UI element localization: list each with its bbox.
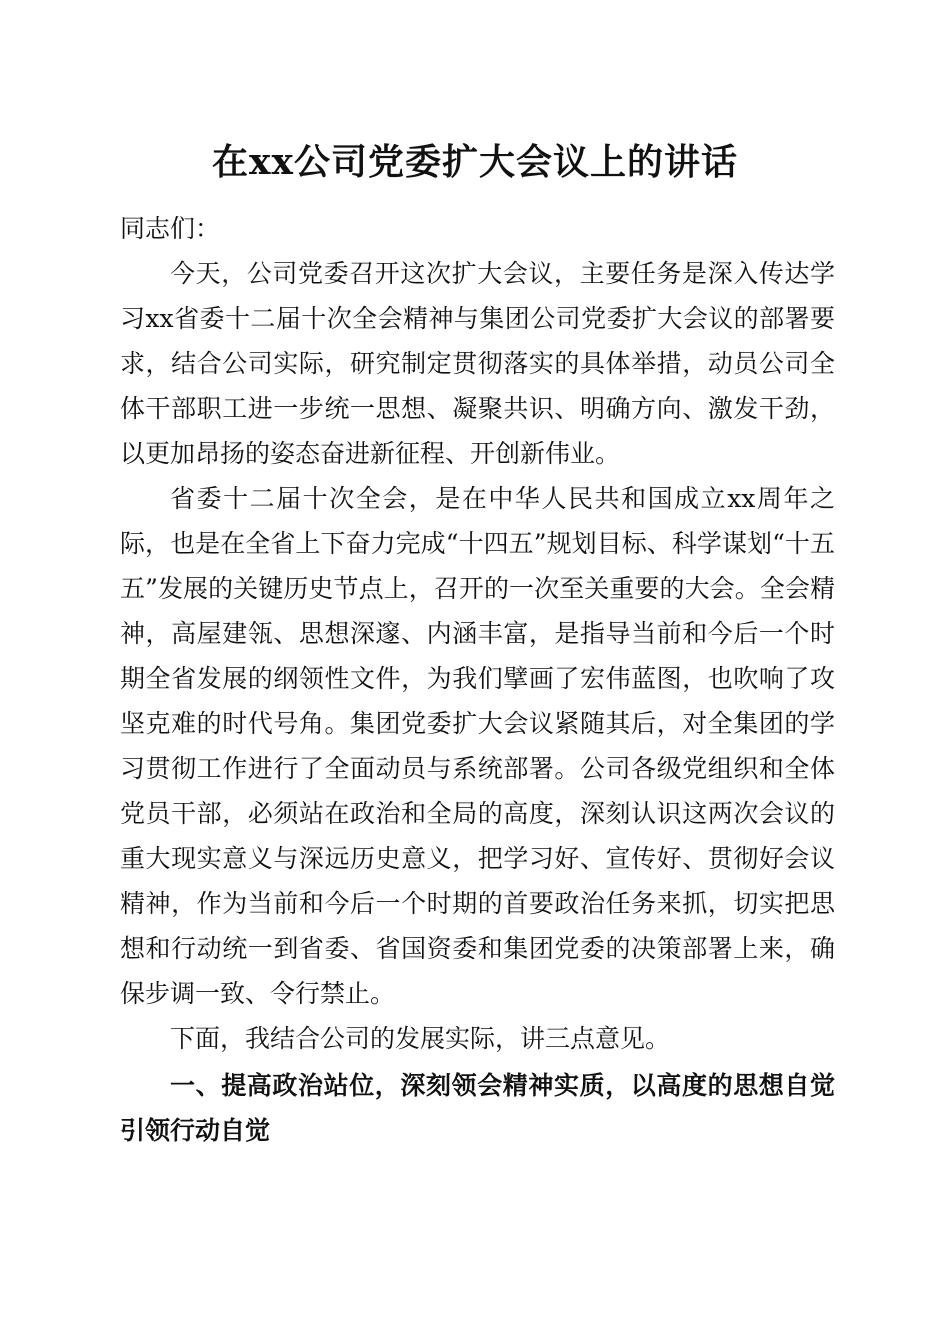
paragraph-1: 今天，公司党委召开这次扩大会议，主要任务是深入传达学习xx省委十二届十次全会精神与集团公司党委扩大会议的部署要求，结合公司实际，研究制定贯彻落实的具体举措，动员公司全体干部职工进一步统一思想、凝聚共识、明确方向、激发干劲，以更加昂扬的姿态奋进新征程、开创新伟业。 — [120, 259, 835, 468]
salutation: 同志们： — [120, 214, 221, 243]
paragraph-2: 省委十二届十次全会，是在中华人民共和国成立xx周年之际，也是在全省上下奋力完成“十四五”规划目标、科学谋划“十五五”发展的关键历史节点上，召开的一次至关重要的大会。全会精神，高屋建瓴、思想深邃、内涵丰富，是指导当前和今后一个时期全省发展的纲领性文件，为我们擘画了宏伟蓝图，也吹响了攻坚克难的时代号角。集团党委扩大会议紧随其后，对全集团的学习贯彻工作进行了全面动员与系统部署。公司各级党组织和全体党员干部，必须站在政治和全局的高度，深刻认识这两次会议的重大现实意义与深远历史意义，把学习好、宣传好、贯彻好会议精神，作为当前和今后一个时期的首要政治任务来抓，切实把思想和行动统一到省委、省国资委和集团党委的决策部署上来，确保步调一致、令行禁止。 — [120, 484, 835, 1008]
document-title: 在xx公司党委扩大会议上的讲话 — [212, 141, 738, 183]
section-heading-1: 一、提高政治站位，深刻领会精神实质，以高度的思想自觉引领行动自觉 — [120, 1071, 835, 1145]
document-body — [120, 206, 835, 1153]
paragraph-3: 下面，我结合公司的发展实际，讲三点意见。 — [170, 1024, 671, 1053]
